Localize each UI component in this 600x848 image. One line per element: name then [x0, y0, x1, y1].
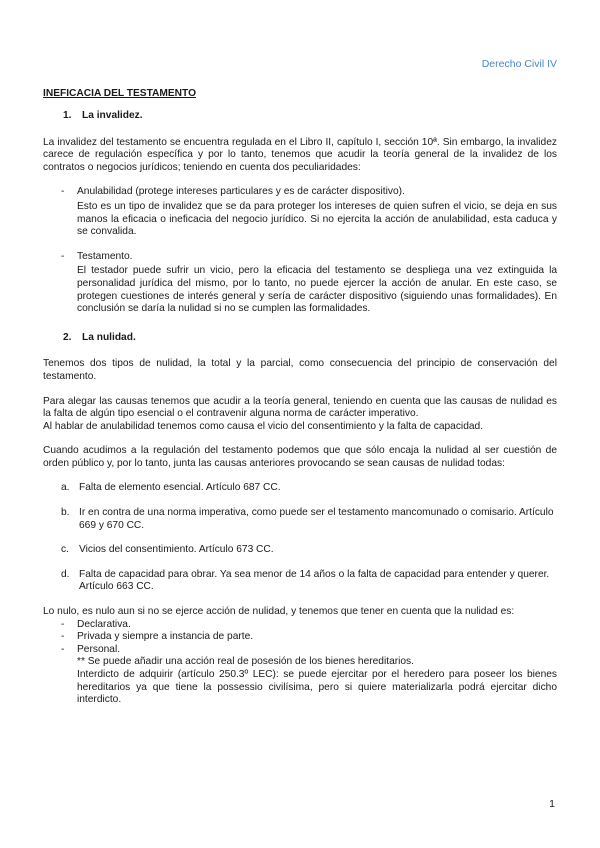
section-title: La invalidez. [82, 110, 143, 121]
note-text: Interdicto de adquirir (artículo 250.3º LEC): se puede ejercitar por el heredero para poseer los bienes hereditarios ya que tiene la possessio civilísima, pero si quiere materializarla podrá ejercitar dicho interdicto. [77, 669, 557, 706]
cause-item [61, 482, 557, 495]
trait-item [61, 644, 557, 707]
dash-bullet: - [61, 643, 65, 655]
section-heading-invalidez [63, 110, 557, 123]
cause-letter: c. [61, 544, 69, 556]
paragraph: Para alegar las causas tenemos que acudir a la teoría general, teniendo en cuenta que las causas de nulidad es la falta de algún tipo esencial o el contravenir alguna norma de carácter imperativo. [43, 395, 557, 420]
paragraph: Cuando acudimos a la regulación del testamento podemos que que sólo encaja la nulidad al ser cuestión de orden público y, por lo tanto, junta las causas anteriores provocando se sean causas de nulidad todas: [43, 445, 557, 469]
page-number: 1 [549, 798, 555, 810]
list-item-heading: Anulabilidad (protege intereses particulares y es de carácter dispositivo). [77, 186, 405, 198]
list-item-text: El testador puede sufrir un vicio, pero la eficacia del testamento se despliega una vez extinguida la personalidad jurídica del mismo, por lo tanto, no puede ejercer la acción de anular. En este caso, se protegen cuestiones de interés general y sería de carácter dispositivo (siguiendo unas formalidades). En conclusión se daría la nulidad si no se cumplen las formalidades. [77, 265, 557, 315]
document-body [43, 110, 557, 707]
cause-item [61, 507, 557, 532]
cause-text: Falta de elemento esencial. Artículo 687 CC. [79, 482, 281, 494]
list-item [61, 251, 557, 316]
cause-letter: b. [61, 507, 70, 519]
paragraph: La invalidez del testamento se encuentra regulada en el Libro II, capítulo I, sección 10ª. Sin embargo, la invalidez carece de regulación específica y por lo tanto, tenemos que acudir la teoría general de la invalidez de los contratos o negocios jurídicos; teniendo en cuenta dos peculiaridades: [43, 136, 557, 173]
dash-bullet: - [61, 250, 65, 262]
paragraph: Al hablar de anulabilidad tenemos como causa el vicio del consentimiento y la falta de capacidad. [43, 420, 484, 432]
paragraph: Tenemos dos tipos de nulidad, la total y la parcial, como consecuencia del principio de conservación del testamento. [43, 358, 557, 382]
course-header: Derecho Civil IV [481, 58, 557, 70]
document-title: INEFICACIA DEL TESTAMENTO [43, 88, 197, 99]
trait-item [61, 631, 557, 644]
trait-item [61, 619, 557, 632]
cause-letter: d. [61, 568, 70, 580]
cause-letter: a. [61, 482, 70, 494]
dash-bullet: - [61, 618, 65, 630]
dash-bullet: - [61, 186, 65, 198]
dash-bullet: - [61, 631, 65, 643]
cause-item [61, 569, 557, 594]
note-text: ** Se puede añadir una acción real de posesión de los bienes hereditarios. [77, 656, 414, 668]
cause-item [61, 544, 557, 557]
list-item [61, 186, 557, 238]
cause-text: Vicios del consentimiento. Artículo 673 CC. [79, 544, 274, 556]
trait-text: Declarativa. [77, 618, 131, 630]
section-title: La nulidad. [82, 331, 136, 343]
cause-text: Falta de capacidad para obrar. Ya sea menor de 14 años o la falta de capacidad para entender y querer. Artículo 663 CC. [79, 568, 550, 593]
section-heading-nulidad [63, 332, 557, 345]
list-item-heading: Testamento. [77, 250, 133, 262]
trait-text: Personal. [77, 643, 121, 655]
section-number: 2. [63, 331, 72, 343]
trait-text: Privada y siempre a instancia de parte. [77, 631, 254, 643]
paragraph: Lo nulo, es nulo aun si no se ejerce acción de nulidad, y tenemos que tener en cuenta que la nulidad es: [43, 606, 515, 618]
section-number: 1. [63, 110, 72, 121]
list-item-text: Esto es un tipo de invalidez que se da para proteger los intereses de quien sufren el vicio, se deja en sus manos la eficacia o ineficacia del negocio jurídico. Si no ejercita la acción de anulabilidad, esta caduca y se convalida. [77, 200, 557, 238]
cause-text: Ir en contra de una norma imperativa, como puede ser el testamento mancomunado o comisario. Artículo 669 y 670 CC. [79, 507, 554, 531]
